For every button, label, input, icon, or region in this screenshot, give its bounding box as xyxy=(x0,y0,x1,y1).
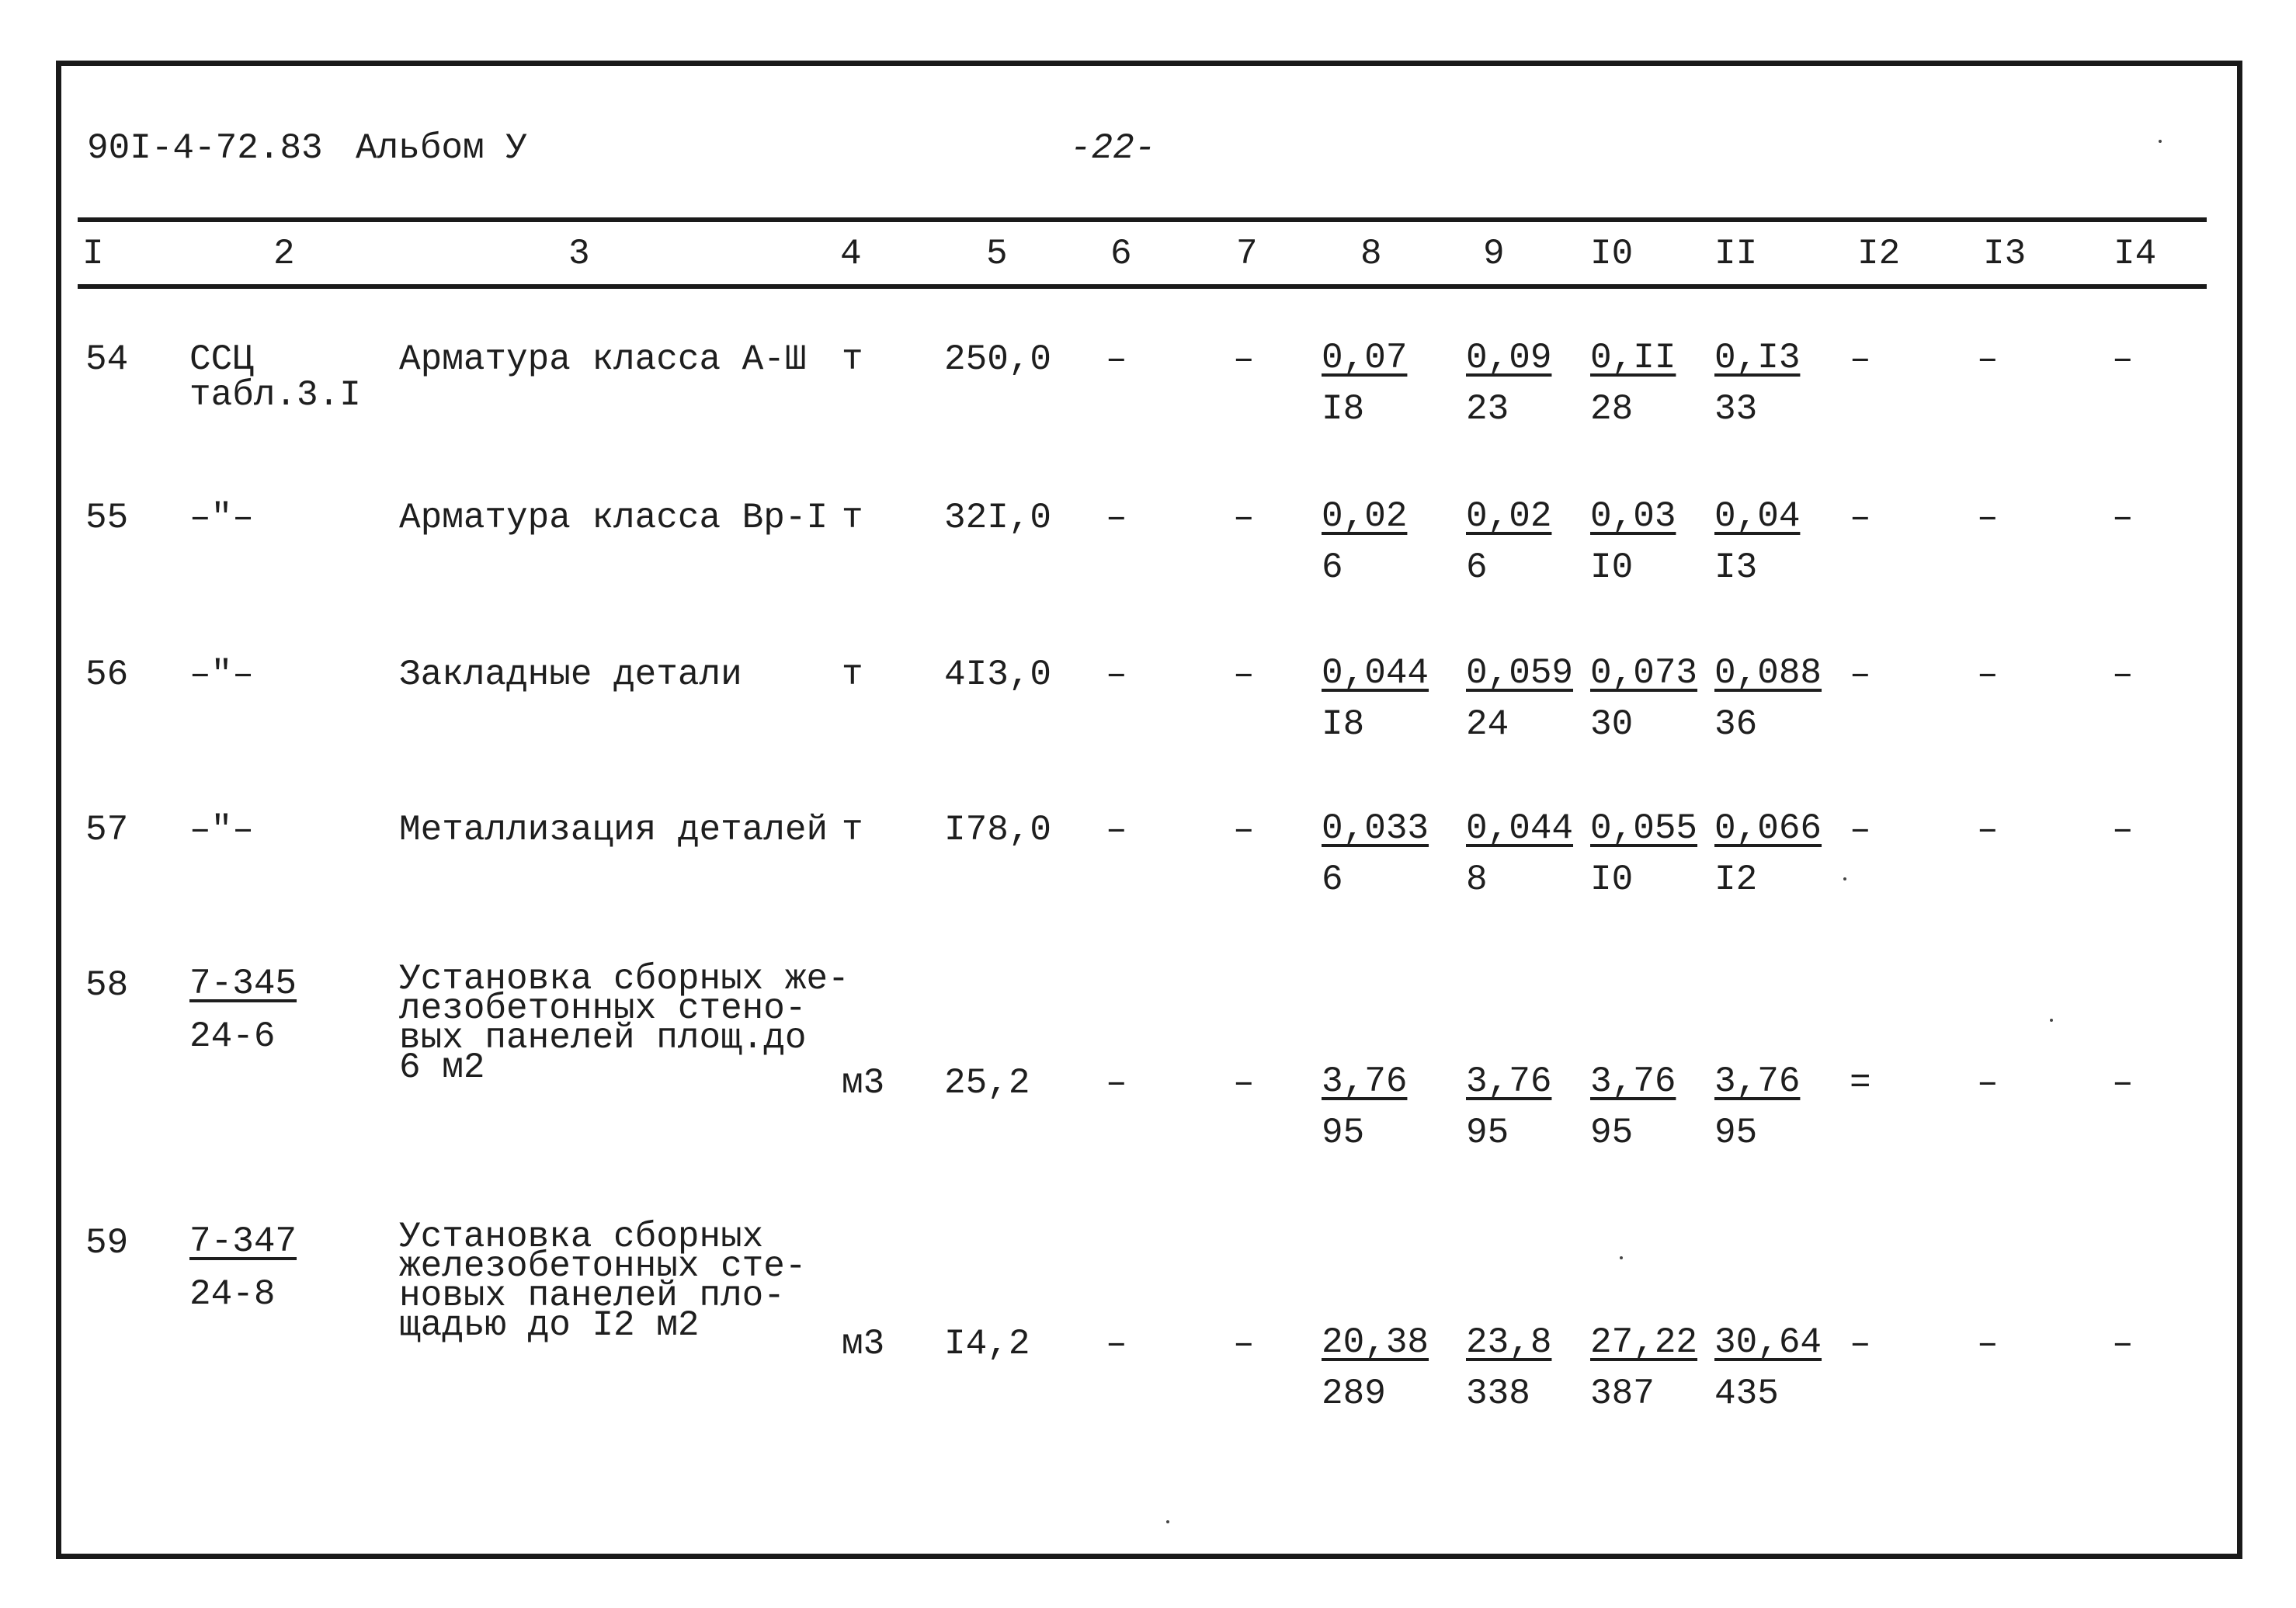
fraction-col8: $\frac{0,033}{6}$ xyxy=(1322,808,1429,900)
row-unit: т xyxy=(842,655,863,695)
fraction-col9: $\frac{0,059}{24}$ xyxy=(1466,653,1574,745)
column-number: 8 xyxy=(1360,234,1382,274)
fraction-col9: $\frac{0,09}{23}$ xyxy=(1466,338,1552,429)
column-number: 4 xyxy=(840,234,862,274)
row-description: Металлизация деталей xyxy=(399,810,828,850)
cell-col13: – xyxy=(1977,339,1999,380)
fraction-col8: $\frac{0,044}{I8}$ xyxy=(1322,653,1429,745)
cell-col7: – xyxy=(1233,339,1255,380)
fraction-col8: $\frac{20,38}{289}$ xyxy=(1322,1322,1429,1414)
cell-col14: – xyxy=(2112,339,2134,380)
cell-col12: = xyxy=(1850,1063,1871,1103)
scan-speck xyxy=(1843,877,1846,880)
row-price: I78,0 xyxy=(944,810,1052,850)
fraction-col10: $\frac{0,03}{I0}$ xyxy=(1590,496,1676,588)
scan-speck xyxy=(2050,1019,2053,1022)
row-number: 57 xyxy=(85,810,129,850)
fraction-col11: $\frac{0,I3}{33}$ xyxy=(1714,338,1801,429)
row-description: Установка сборных же- лезобетонных стено- вых панелей площ.до 6 м2 xyxy=(399,959,849,1088)
cell-col12: – xyxy=(1850,339,1871,380)
fraction-col11: $\frac{0,088}{36}$ xyxy=(1714,653,1822,745)
fraction-col11: $\frac{30,64}{435}$ xyxy=(1714,1322,1822,1414)
fraction-col8: $\frac{0,07}{I8}$ xyxy=(1322,338,1408,429)
row-number: 54 xyxy=(85,339,129,380)
cell-col6: – xyxy=(1106,655,1127,695)
row-reference-sub: 24-6 xyxy=(189,1016,276,1057)
fraction-col10: $\frac{3,76}{95}$ xyxy=(1590,1061,1676,1153)
row-price: 250,0 xyxy=(944,339,1052,380)
row-reference-sub: 24-8 xyxy=(189,1274,276,1315)
header-rule-bottom xyxy=(78,284,2207,289)
cell-col7: – xyxy=(1233,810,1255,850)
cell-col6: – xyxy=(1106,1324,1127,1364)
fraction-col11: $\frac{0,066}{I2}$ xyxy=(1714,808,1822,900)
cell-col13: – xyxy=(1977,1324,1999,1364)
document-code: 90I-4-72.83 xyxy=(87,128,323,168)
fraction-col8: $\frac{3,76}{95}$ xyxy=(1322,1061,1408,1153)
row-number: 56 xyxy=(85,655,129,695)
cell-col6: – xyxy=(1106,339,1127,380)
fraction-col11: $\frac{3,76}{95}$ xyxy=(1714,1061,1801,1153)
row-unit: м3 xyxy=(842,1063,885,1103)
column-number: 2 xyxy=(273,234,295,274)
fraction-col9: $\frac{3,76}{95}$ xyxy=(1466,1061,1552,1153)
scan-speck xyxy=(1166,1520,1169,1523)
row-unit: м3 xyxy=(842,1324,885,1364)
row-number: 55 xyxy=(85,498,129,538)
cell-col14: – xyxy=(2112,1063,2134,1103)
cell-col12: – xyxy=(1850,655,1871,695)
album-label: Альбом У xyxy=(356,128,527,168)
row-unit: т xyxy=(842,498,863,538)
row-reference: ССЦ xyxy=(189,339,254,380)
cell-col6: – xyxy=(1106,810,1127,850)
scan-speck xyxy=(2159,140,2162,143)
column-number: 3 xyxy=(568,234,590,274)
column-number: II xyxy=(1714,234,1758,274)
fraction-col9: $\frac{0,044}{8}$ xyxy=(1466,808,1574,900)
fraction-col8: $\frac{0,02}{6}$ xyxy=(1322,496,1408,588)
cell-col6: – xyxy=(1106,498,1127,538)
cell-col14: – xyxy=(2112,655,2134,695)
cell-col13: – xyxy=(1977,655,1999,695)
cell-col14: – xyxy=(2112,1324,2134,1364)
cell-col7: – xyxy=(1233,498,1255,538)
row-price: 32I,0 xyxy=(944,498,1052,538)
fraction-col11: $\frac{0,04}{I3}$ xyxy=(1714,496,1801,588)
cell-col7: – xyxy=(1233,655,1255,695)
fraction-col9: $\frac{23,8}{338}$ xyxy=(1466,1322,1552,1414)
row-reference-sub: табл.3.I xyxy=(189,375,361,415)
fraction-col10: $\frac{0,II}{28}$ xyxy=(1590,338,1676,429)
column-number: I0 xyxy=(1590,234,1634,274)
row-description: Арматура класса А-Ш xyxy=(399,339,807,380)
column-number: 6 xyxy=(1110,234,1132,274)
header-rule-top xyxy=(78,217,2207,222)
cell-col13: – xyxy=(1977,498,1999,538)
column-number: I4 xyxy=(2114,234,2157,274)
row-reference: 7-345 xyxy=(189,964,297,1004)
row-price: 4I3,0 xyxy=(944,655,1052,695)
row-reference: –"– xyxy=(189,655,254,695)
row-unit: т xyxy=(842,339,863,380)
column-number: I xyxy=(82,234,104,274)
cell-col7: – xyxy=(1233,1324,1255,1364)
row-number: 59 xyxy=(85,1223,129,1263)
column-number: I2 xyxy=(1857,234,1901,274)
fraction-col9: $\frac{0,02}{6}$ xyxy=(1466,496,1552,588)
row-price: 25,2 xyxy=(944,1063,1030,1103)
column-number: 9 xyxy=(1483,234,1505,274)
cell-col14: – xyxy=(2112,498,2134,538)
cell-col12: – xyxy=(1850,1324,1871,1364)
row-reference: –"– xyxy=(189,810,254,850)
cell-col6: – xyxy=(1106,1063,1127,1103)
row-description: Закладные детали xyxy=(399,655,742,695)
cell-col13: – xyxy=(1977,1063,1999,1103)
row-price: I4,2 xyxy=(944,1324,1030,1364)
fraction-col10: $\frac{0,055}{I0}$ xyxy=(1590,808,1698,900)
column-number: I3 xyxy=(1983,234,2027,274)
fraction-col10: $\frac{0,073}{30}$ xyxy=(1590,653,1698,745)
cell-col12: – xyxy=(1850,810,1871,850)
column-number: 5 xyxy=(986,234,1008,274)
row-description: Установка сборных железобетонных сте- новых панелей пло- щадью до I2 м2 xyxy=(399,1217,807,1346)
page-number: -22- xyxy=(1070,128,1156,168)
row-unit: т xyxy=(842,810,863,850)
cell-col13: – xyxy=(1977,810,1999,850)
column-number: 7 xyxy=(1236,234,1258,274)
row-description: Арматура класса Вр-I xyxy=(399,498,828,538)
row-number: 58 xyxy=(85,965,129,1005)
row-reference: –"– xyxy=(189,498,254,538)
cell-col12: – xyxy=(1850,498,1871,538)
cell-col7: – xyxy=(1233,1063,1255,1103)
scan-speck xyxy=(1620,1256,1623,1259)
fraction-col10: $\frac{27,22}{387}$ xyxy=(1590,1322,1698,1414)
cell-col14: – xyxy=(2112,810,2134,850)
row-reference: 7-347 xyxy=(189,1221,297,1262)
